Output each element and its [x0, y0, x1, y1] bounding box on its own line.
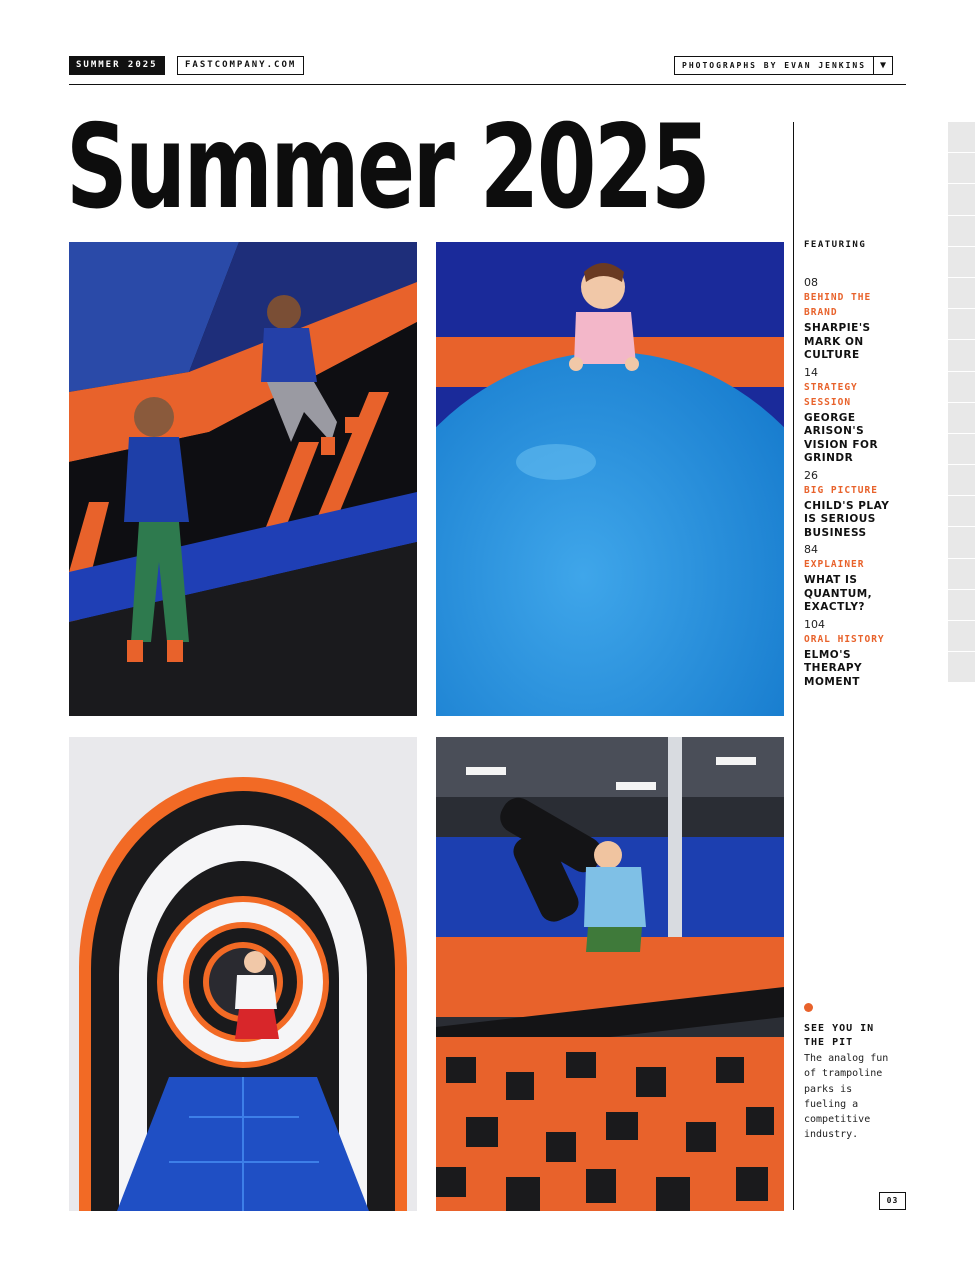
photo-kids-jumping: [69, 242, 417, 716]
toc-page-number: 26: [804, 468, 818, 482]
edge-tab: [948, 184, 975, 215]
toc-page-number: 08: [804, 276, 818, 289]
issue-label: SUMMER 2025: [69, 56, 165, 75]
toc-headline: WHAT IS QUANTUM, EXACTLY?: [804, 574, 873, 613]
site-label: FASTCOMPANY.COM: [177, 56, 304, 75]
edge-tab: [948, 122, 975, 153]
edge-tab: [948, 434, 975, 465]
toc-section: BIG PICTURE: [804, 484, 878, 496]
toc-item[interactable]: [804, 543, 894, 615]
caption-body: The analog fun of trampoline parks is fueling a competitive industry.: [804, 1053, 889, 1141]
toc-item[interactable]: [804, 618, 894, 690]
edge-tab: [948, 372, 975, 403]
photo-credit-text: PHOTOGRAPHS BY EVAN JENKINS: [682, 61, 867, 70]
toc-section: BEHIND THE BRAND: [804, 292, 872, 318]
edge-tab: [948, 340, 975, 371]
toc-section: EXPLAINER: [804, 559, 865, 570]
edge-tab: [948, 621, 975, 652]
toc-headline: SHARPIE'S MARK ON CULTURE: [804, 322, 871, 361]
page-number: 03: [879, 1192, 906, 1210]
edge-tab: [948, 590, 975, 621]
edge-tab: [948, 652, 975, 683]
edge-tab: [948, 278, 975, 309]
toc-page-number: 104: [804, 617, 825, 631]
toc-headline: ELMO'S THERAPY MOMENT: [804, 648, 863, 688]
edge-tab: [948, 309, 975, 340]
header-rule: [69, 84, 906, 85]
edge-tab: [948, 496, 975, 527]
toc-item[interactable]: [804, 276, 894, 363]
edge-tab: [948, 247, 975, 278]
photo-toddler-ball: [436, 242, 784, 716]
edge-tab: [948, 403, 975, 434]
featuring-label: FEATURING: [804, 240, 867, 250]
triangle-down-icon: ▼: [873, 57, 892, 74]
edge-tab: [948, 465, 975, 496]
toc-headline: GEORGE ARISON'S VISION FOR GRINDR: [804, 411, 879, 464]
toc-item[interactable]: [804, 366, 894, 466]
toc-section: STRATEGY SESSION: [804, 381, 858, 408]
toc-section: ORAL HISTORY: [804, 633, 885, 645]
edge-tab: [948, 527, 975, 558]
edge-tab-strip: [948, 122, 975, 683]
caption-bullet-icon: [804, 1003, 813, 1012]
toc-item[interactable]: [804, 469, 894, 541]
column-divider: [793, 122, 794, 1210]
page-title: Summer 2025: [66, 100, 709, 235]
edge-tab: [948, 216, 975, 247]
photo-credit: [674, 56, 893, 75]
edge-tab: [948, 153, 975, 184]
caption-heading: SEE YOU IN THE PIT: [804, 1023, 875, 1048]
photo-foam-pit: [436, 737, 784, 1211]
toc-page-number: 14: [804, 365, 818, 379]
toc-headline: CHILD'S PLAY IS SERIOUS BUSINESS: [804, 499, 890, 539]
toc-page-number: 84: [804, 543, 818, 556]
table-of-contents: [804, 276, 894, 692]
photo-spiral-tunnel: [69, 737, 417, 1211]
edge-tab: [948, 559, 975, 590]
